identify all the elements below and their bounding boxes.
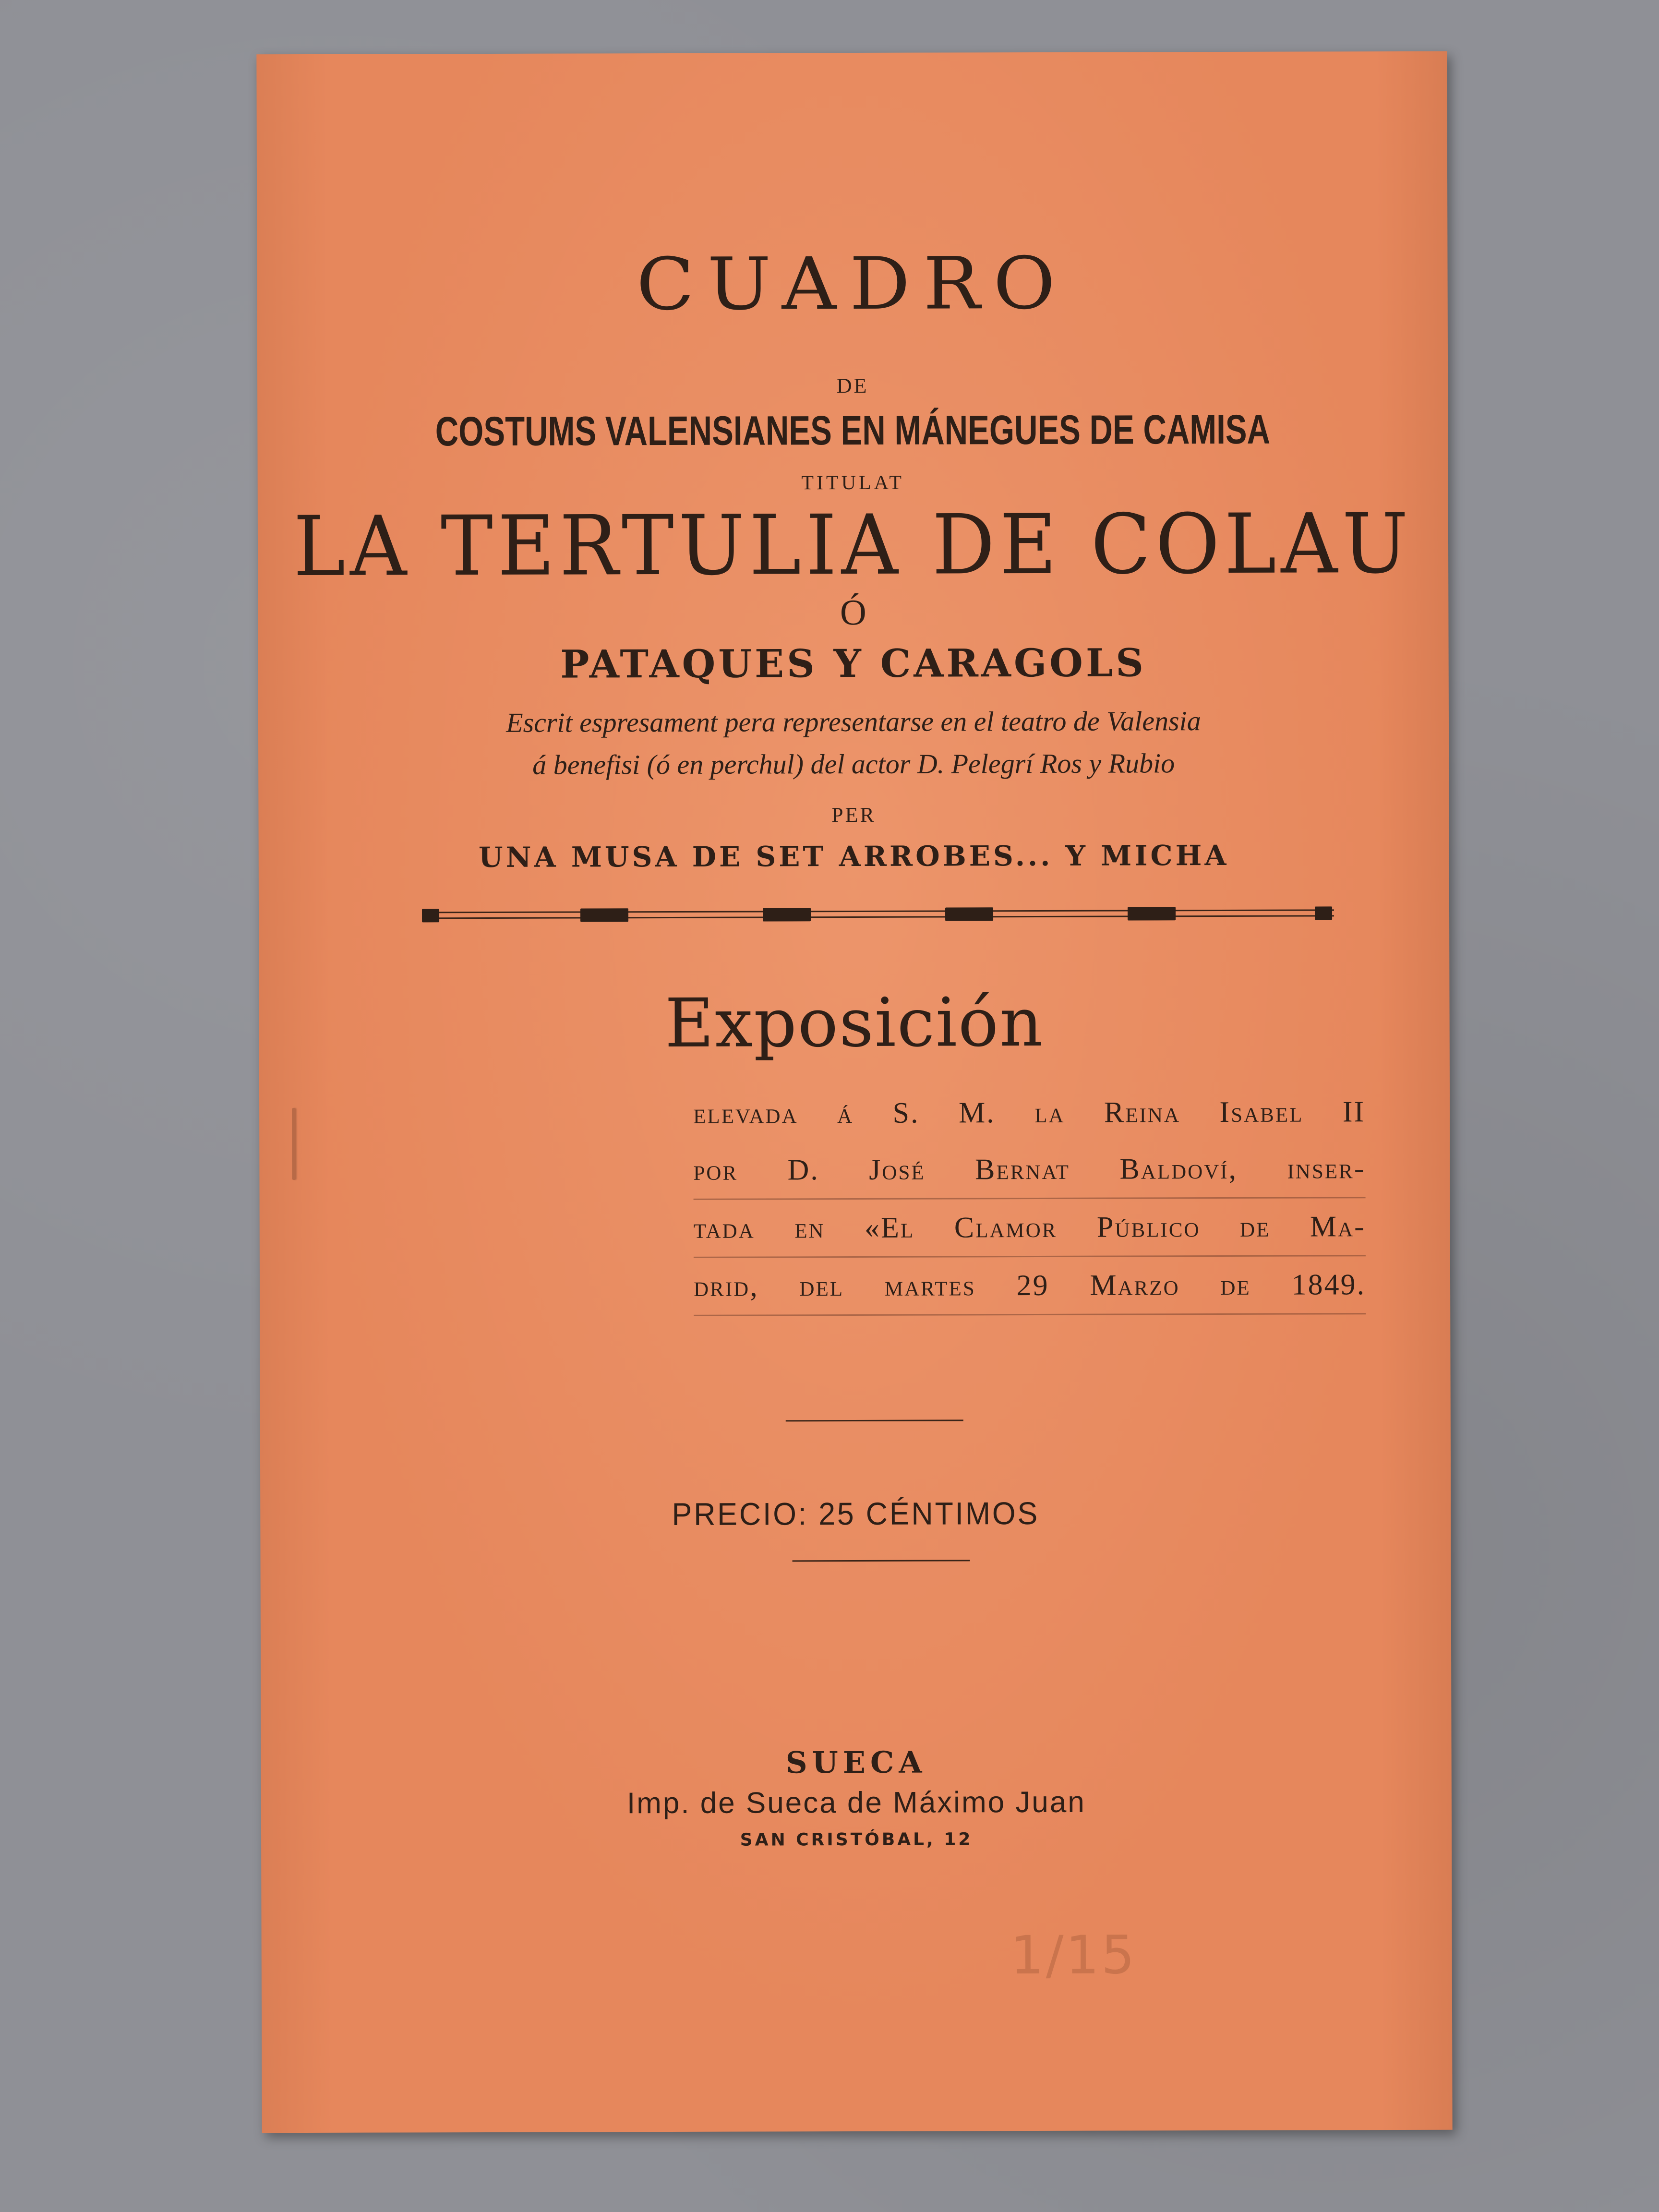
imprint-city: SUECA [785,1744,927,1780]
exposicion-line: drid, del martes 29 Marzo de 1849. [694,1256,1366,1316]
costums-line: COSTUMS VALENSIANES EN MÁNEGUES DE CAMISA [435,406,1271,455]
divider-rule [786,1419,963,1421]
o-conjunction: Ó [840,592,866,633]
ornamental-divider [422,903,1334,925]
exposicion-text [693,1083,1366,1316]
pencil-annotation: 1/15 [1010,1924,1137,1986]
imprint-address: SAN CRISTÓBAL, 12 [740,1829,973,1850]
pamphlet-cover [256,51,1452,2133]
main-title: LA TERTULIA DE COLAU [293,495,1413,595]
exposicion-line: por D. José Bernat Baldoví, inser- [693,1140,1365,1200]
subtitle: PATAQUES Y CARAGOLS [560,640,1147,687]
per-label: PER [831,803,876,827]
title-cuadro: CUADRO [636,241,1069,327]
divider-rule [793,1560,970,1562]
de-label: DE [836,373,869,398]
exposicion-line: elevada á S. M. la Reina Isabel II [693,1095,1366,1130]
exposicion-heading: Exposición [664,983,1044,1063]
staple-mark [292,1108,296,1180]
titulat-label: TITULAT [801,471,905,494]
escrit-line-2: á benefisi (ó en perchul) del actor D. Pelegrí Ros y Rubio [532,747,1175,781]
author-line: UNA MUSA DE SET ARROBES... Y MICHA [478,839,1229,874]
price-line: PRECIO: 25 CÉNTIMOS [672,1495,1040,1532]
imprint-printer: Imp. de Sueca de Máximo Juan [626,1785,1086,1820]
escrit-line-1: Escrit espresament pera representarse en el teatro de Valensia [506,705,1201,738]
exposicion-line: tada en «El Clamor Público de Ma- [694,1198,1366,1258]
